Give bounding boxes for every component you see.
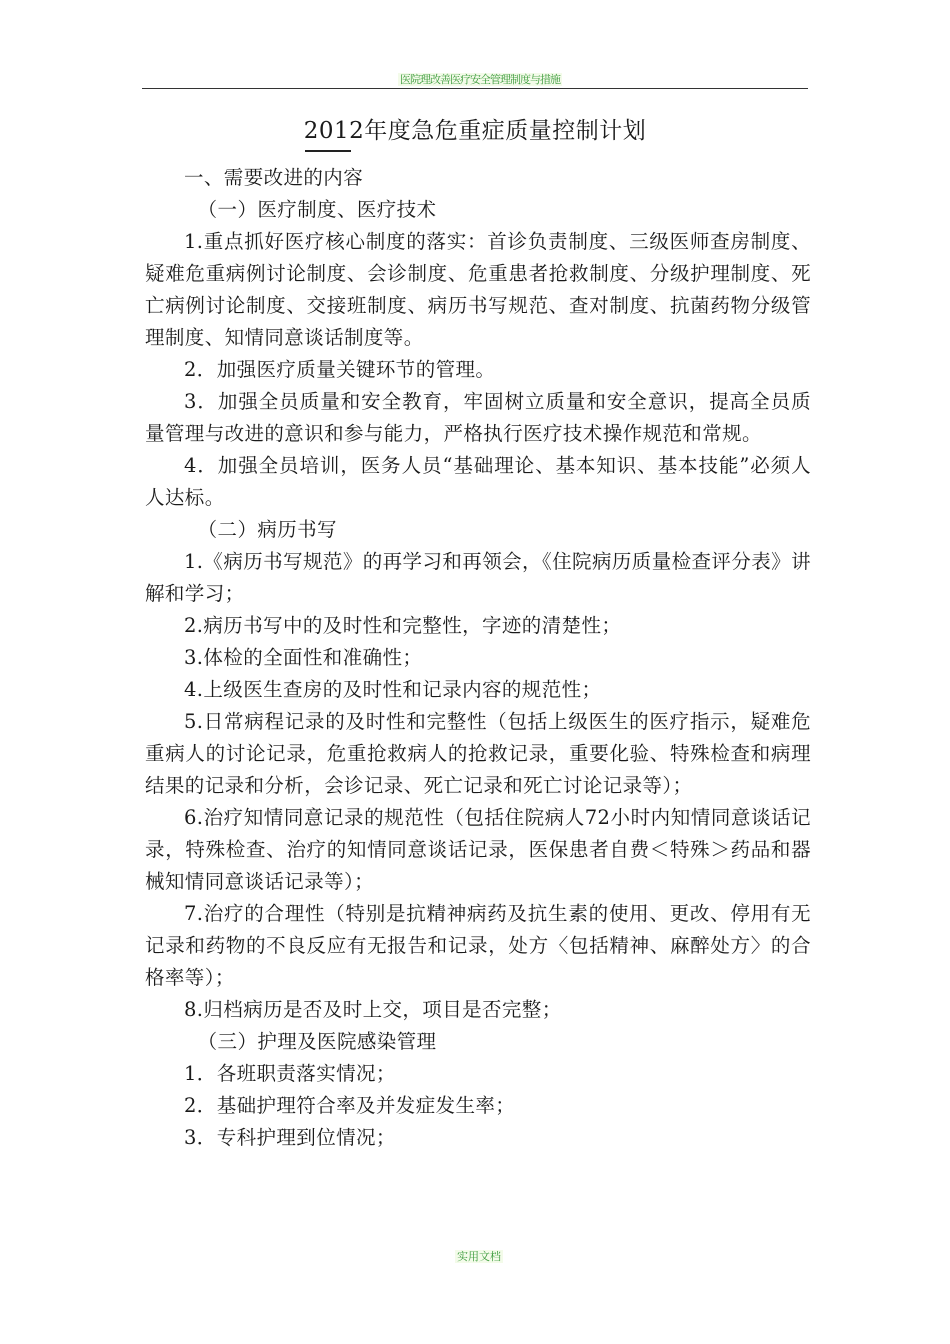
subsection-heading: （三）护理及医院感染管理 [197,1030,437,1053]
paragraph: 3．专科护理到位情况； [184,1126,396,1149]
paragraph: 1．各班职责落实情况； [184,1062,396,1085]
paragraph: 8.归档病历是否及时上交，项目是否完整； [184,998,562,1021]
paragraph: 2．加强医疗质量关键环节的管理。 [184,358,496,381]
paragraph: 1.《病历书写规范》的再学习和再领会，《住院病历质量检查评分表》讲解和学习； [145,550,811,605]
header-watermark-tag: 医院理改善医疗安全管理制度与措施 [400,73,560,86]
document-body [145,162,811,1154]
document-title: 2012年度急危重症质量控制计划 [303,118,647,144]
paragraph: 4．加强全员培训，医务人员“基础理论、基本知识、基本技能”必须人人达标。 [145,454,811,509]
footer-watermark-tag: 实用文档 [457,1250,501,1263]
paragraph: 4.上级医生查房的及时性和记录内容的规范性； [184,678,602,701]
paragraph: 5.日常病程记录的及时性和完整性（包括上级医生的医疗指示，疑难危重病人的讨论记录，危重抢救病人的抢救记录，重要化验、特殊检查和病理结果的记录和分析，会诊记录、死亡记录和死亡讨论记录等）； [145,710,811,797]
paragraph: 6.治疗知情同意记录的规范性（包括住院病人72小时内知情同意谈话记录，特殊检查、治疗的知情同意谈话记录，医保患者自费＜特殊＞药品和器械知情同意谈话记录等）； [145,806,811,893]
section-heading: 一、需要改进的内容 [184,166,364,189]
paragraph: 3.体检的全面性和准确性； [184,646,423,669]
paragraph: 2．基础护理符合率及并发症发生率； [184,1094,516,1117]
paragraph: 7.治疗的合理性（特别是抗精神病药及抗生素的使用、更改、停用有无记录和药物的不良反应有无报告和记录，处方〈包括精神、麻醉处方〉的合格率等）； [145,902,811,989]
paragraph: 2.病历书写中的及时性和完整性，字迹的清楚性； [184,614,622,637]
subsection-heading: （二）病历书写 [197,518,337,541]
title-underline [305,150,351,152]
header-divider [142,88,808,89]
paragraph: 3．加强全员质量和安全教育，牢固树立质量和安全意识，提高全员质量管理与改进的意识和参与能力，严格执行医疗技术操作规范和常规。 [145,390,811,445]
subsection-heading: （一）医疗制度、医疗技术 [197,198,437,221]
paragraph: 1.重点抓好医疗核心制度的落实：首诊负责制度、三级医师查房制度、疑难危重病例讨论制度、会诊制度、危重患者抢救制度、分级护理制度、死亡病例讨论制度、交接班制度、病历书写规范、查对制度、抗菌药物分级管理制度、知情同意谈话制度等。 [145,230,811,349]
